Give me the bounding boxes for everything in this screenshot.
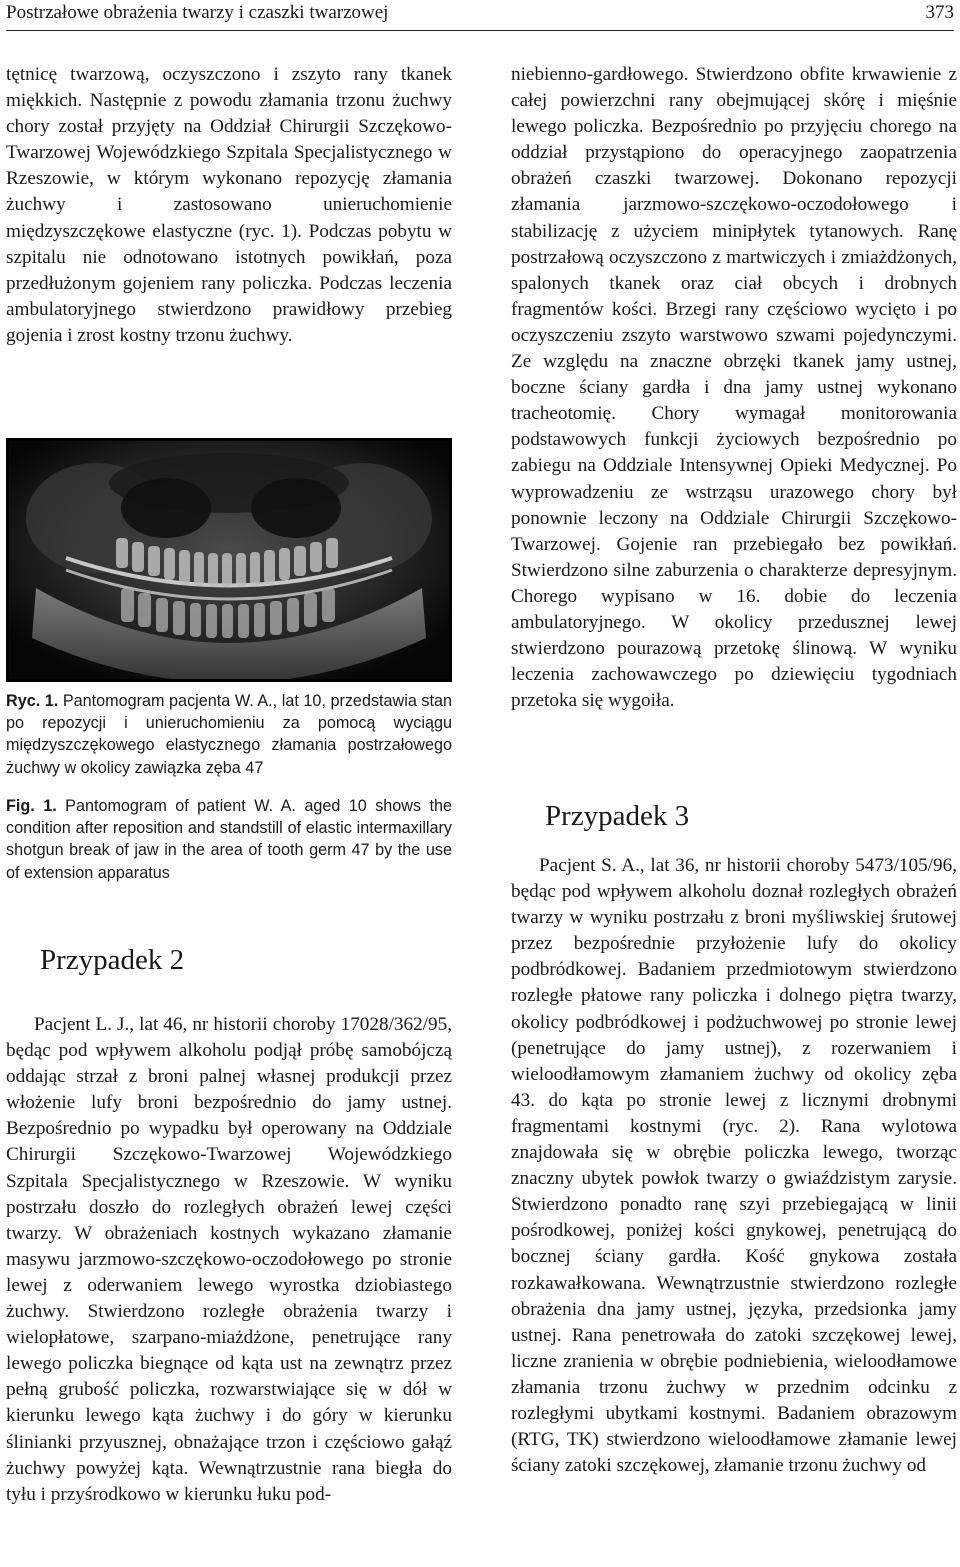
section-title-case-3: Przypadek 3	[545, 800, 690, 832]
case-2-paragraph: Pacjent L. J., lat 46, nr historii choroby 17028/362/95, będąc pod wpływem alkoholu podjął próbę samobójczą oddając strzał z broni palnej własnej produkcji przez włożenie lufy broni bezpośrednio do jamy ustnej. Bezpośrednio po wypadku był operowany na Oddziale Chirurgii Szczękowo-Twarzowej Wojewódzkiego Szpitala Specjalistycznego w Rzeszowie. W wyniku postrzału doszło do rozległych obrażeń lewej części twarzy. W obrażeniach kostnych wykazano złamanie masywu jarzmowo-szczękowo-oczodołowego po stronie lewej z oderwaniem lewego wyrostka dziobiastego żuchwy. Stwierdzono rozległe obrażenia twarzy i wielopłatowe, szarpano-miażdżone, penetrujące rany lewego policzka biegnące od kąta ust na zewnątrz przez pełną grubość policzka, rozwarstwiające się w dół w kierunku lewego kąta żuchwy i do góry w kierunku ślinianki przyusznej, obnażające trzon i częściowo gałąź żuchwy powyżej kąta. Wewnątrzustnie rana biegła do tyłu i przyśrodkowo w kierunku łuku pod-	[6, 1014, 452, 1505]
case-3-body	[511, 853, 957, 1479]
caption-pl-text: Pantomogram pacjenta W. A., lat 10, przedstawia stan po repozycji i unieruchomieniu za pomocą wyciągu międzyszczękowego elastycznego złamania postrzałowego żuchwy w okolicy zawiązka zęba 47	[6, 692, 452, 777]
running-title: Postrzałowe obrażenia twarzy i czaszki twarzowej	[6, 2, 389, 23]
figure-caption-pl	[6, 690, 452, 779]
section-title-case-2: Przypadek 2	[40, 944, 185, 976]
running-header	[6, 0, 954, 31]
case-3-paragraph: Pacjent S. A., lat 36, nr historii choroby 5473/105/96, będąc pod wpływem alkoholu doznał rozległych obrażeń twarzy w wyniku postrzału z broni myśliwskiej śrutowej przez bezpośrednie przyłożenie lufy do okolicy podbródkowej. Badaniem przedmiotowym stwierdzono rozległe płatowe rany policzka i dolnego piętra twarzy, okolicy podbródkowej i podżuchwowej po stronie lewej (penetrujące do jamy ustnej), z rozerwaniem i wieloodłamowym złamaniem żuchwy od okolicy zęba 43. do kąta po stronie lewej z licznymi drobnymi fragmentami kostnymi (ryc. 2). Rana wylotowa znajdowała się w obrębie policzka lewego, tworząc znaczny ubytek powłok twarzy o gwiaździstym zarysie. Stwierdzono ponadto ranę szyi przebiegającą w linii pośrodkowej, poniżej kości gnykowej, penetrującą do bocznej ściany gardła. Kość gnykowa została rozkawałkowana. Wewnątrzustnie stwierdzono rozległe obrażenia dna jamy ustnej, języka, przedsionka jamy ustnej. Rana penetrowała do zatoki szczękowej lewej, liczne zranienia w obrębie podniebienia, wieloodłamowe złamania trzonu żuchwy w przednim odcinku z rozległymi ubytkami kostnymi. Badaniem obrazowym (RTG, TK) stwierdzono wieloodłamowe złamanie lewej ściany zatoki szczękowej, złamanie trzonu żuchwy od	[511, 855, 957, 1477]
figure-caption-en	[6, 795, 452, 884]
figure-pantomogram	[6, 438, 452, 682]
case-2-body	[6, 1012, 452, 1508]
intro-paragraph: tętnicę twarzową, oczyszczono i zszyto rany tkanek miękkich. Następnie z powodu złamania trzonu żuchwy chory został przyjęty na Oddział Chirurgii Szczękowo-Twarzowej Wojewódzkiego Szpitala Specjalistycznego w Rzeszowie, w którym wykonano repozycję złamania żuchwy i zastosowano unieruchomienie międzyszczękowe elastyczne (ryc. 1). Podczas pobytu w szpitalu nie odnotowano istotnych powikłań, poza przedłużonym gojeniem rany policzka. Podczas leczenia ambulatoryjnego stwierdzono prawidłowy przebieg gojenia i zrost kostny trzonu żuchwy.	[6, 64, 452, 346]
caption-pl-label: Ryc. 1.	[6, 692, 59, 710]
right-column	[511, 62, 957, 714]
left-column	[6, 62, 452, 349]
continued-paragraph: niebienno-gardłowego. Stwierdzono obfite krwawienie z całej powierzchni rany obejmującej skórę i mięśnie lewego policzka. Bezpośrednio po przyjęciu chorego na oddział przystąpiono do operacyjnego zaopatrzenia obrażeń czaszki twarzowej. Dokonano repozycji złamania jarzmowo-szczękowo-oczodołowego i stabilizację z użyciem minipłytek tytanowych. Ranę postrzałową oczyszczono z martwiczych i zmiażdżonych, spalonych tkanek oraz ciał obcych i drobnych fragmentów kości. Brzegi rany częściowo wycięto i po oczyszczeniu zszyto warstwowo szwami pojedynczymi. Ze względu na znaczne obrzęki tkanek jamy ustnej, boczne ściany gardła i dna jamy ustnej wykonano tracheotomię. Chory wymagał monitorowania podstawowych funkcji życiowych bezpośrednio po zabiegu na Oddziale Intensywnej Opieki Medycznej. Po wyprowadzeniu ze wstrząsu urazowego chory był ponownie leczony na Oddziale Chirurgii Szczękowo-Twarzowej. Gojenie ran przebiegało bez powikłań. Stwierdzono silne zaburzenia o charakterze depresyjnym. Chorego wypisano w 16. dobie do leczenia ambulatoryjnego. W okolicy przedusznej lewej stwierdzono pourazową przetokę ślinową. W wyniku leczenia zachowawczego po dziewięciu tygodniach przetoka się wygoiła.	[511, 64, 957, 712]
caption-en-text: Pantomogram of patient W. A. aged 10 shows the condition after reposition and standstill of elastic intermaxillary shotgun break of jaw in the area of tooth germ 47 by the use of extension apparatus	[6, 797, 453, 882]
page-number: 373	[925, 2, 954, 23]
caption-en-label: Fig. 1.	[6, 797, 57, 815]
xray-pantomogram-image	[6, 438, 452, 682]
